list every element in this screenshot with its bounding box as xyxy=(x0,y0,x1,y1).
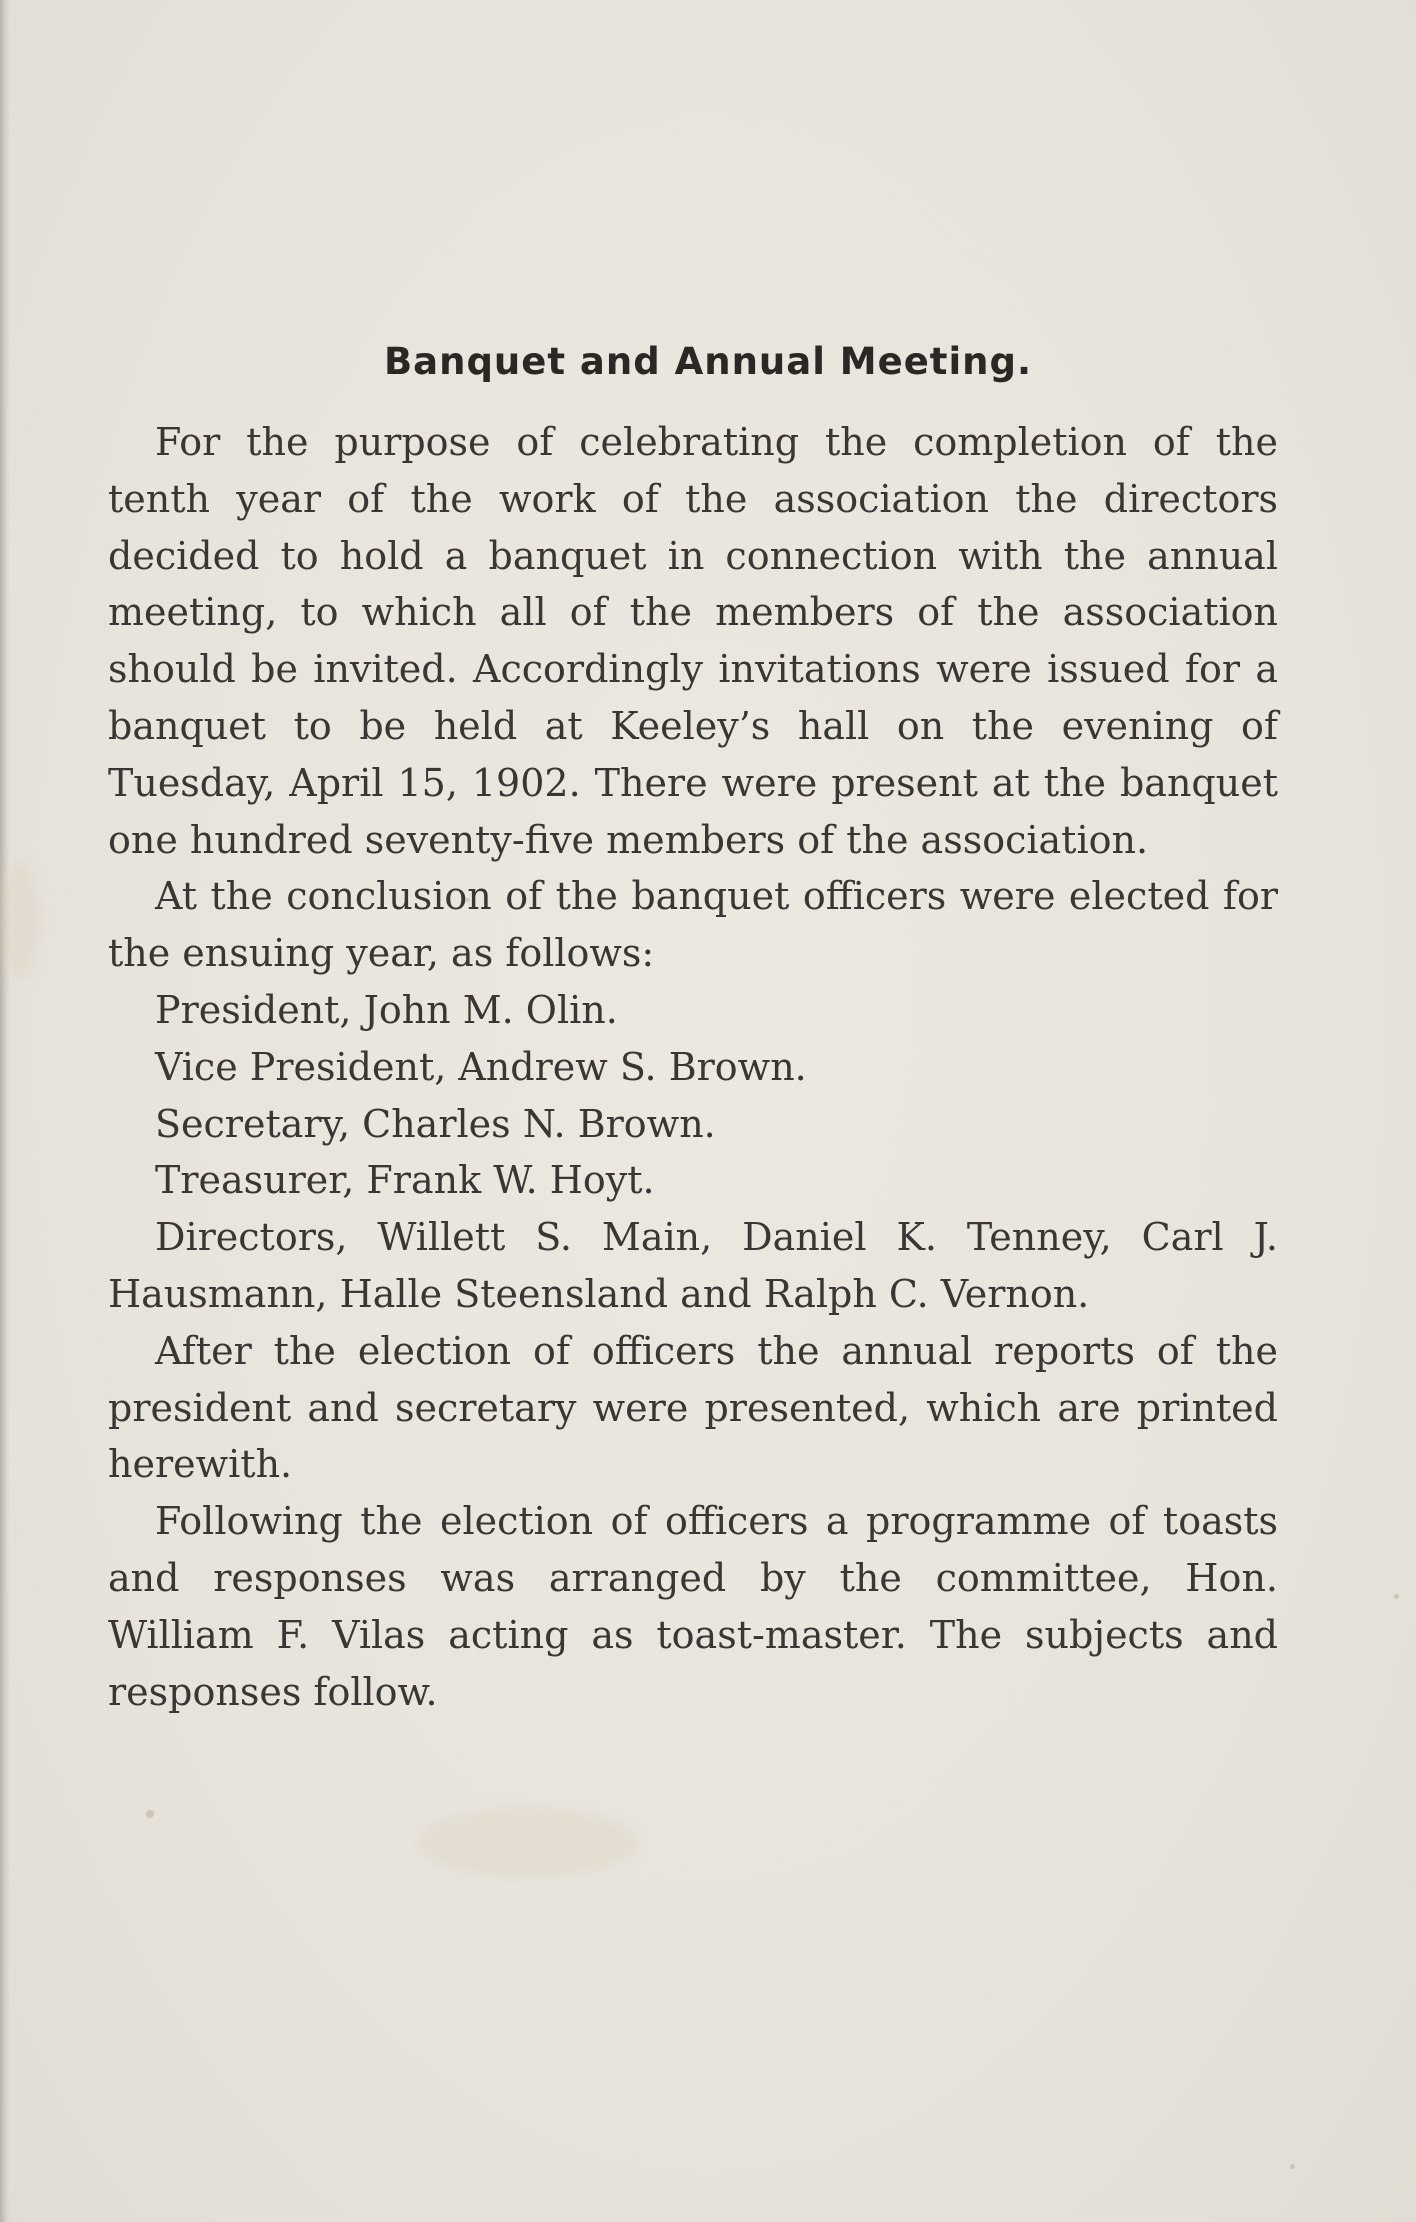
officer-secretary: Secretary, Charles N. Brown. xyxy=(155,1101,716,1146)
officer-president: President, John M. Olin. xyxy=(155,987,618,1032)
officer-directors: Directors, Willett S. Main, Daniel K. Tenney, Carl J. Hausmann, Halle Steensland and Ralph C. Vernon. xyxy=(108,1215,1278,1316)
paper-stain xyxy=(0,860,40,980)
article-body xyxy=(108,414,1278,1720)
toasts-paragraph: Following the election of officers a programme of toasts and responses was arranged by the committee, Hon. William F. Vilas acting as toast-master. The subjects and responses follow. xyxy=(108,1499,1278,1714)
intro-paragraph: For the purpose of celebrating the completion of the tenth year of the work of the association the directors decided to hold a banquet in connection with the annual meeting, to which all of the members of the association should be invited. Accordingly invitations were issued for a banquet to be held at Keeley’s hall on the evening of Tuesday, April 15, 1902. There were present at the banquet one hundred seventy-five members of the association. xyxy=(108,420,1278,862)
paper-speck xyxy=(146,1810,154,1818)
paper-stain xyxy=(418,1808,638,1878)
officer-vice-president: Vice President, Andrew S. Brown. xyxy=(155,1044,807,1089)
reports-paragraph: After the election of officers the annual reports of the president and secretary were presented, which are printed herewith. xyxy=(108,1328,1278,1487)
page-spine-shadow xyxy=(0,0,10,2222)
paper-speck xyxy=(1290,2164,1295,2169)
officer-treasurer: Treasurer, Frank W. Hoyt. xyxy=(155,1158,655,1203)
paper-speck xyxy=(1394,1594,1399,1599)
page-title: Banquet and Annual Meeting. xyxy=(383,340,1033,383)
election-paragraph: At the conclusion of the banquet officers were elected for the ensuing year, as follows: xyxy=(108,874,1278,976)
